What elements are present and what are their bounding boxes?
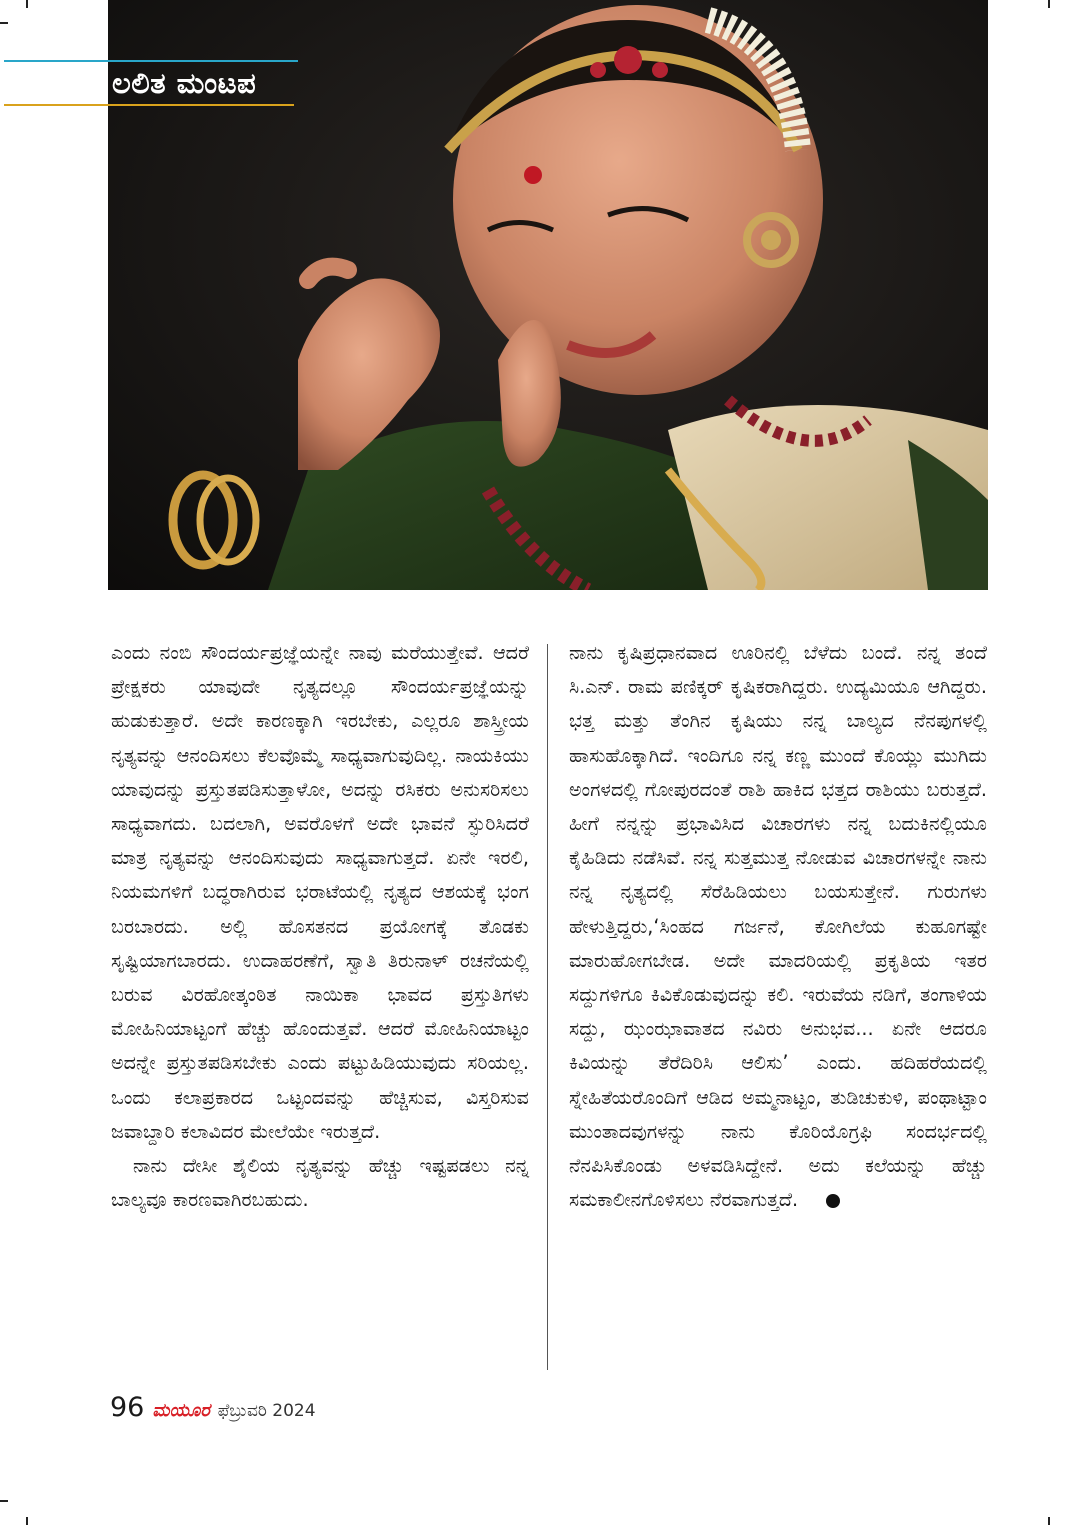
crop-mark [1048, 1517, 1050, 1525]
section-rule-top [4, 60, 298, 62]
article-column-left [111, 636, 529, 1217]
section-rule-bottom [4, 104, 294, 106]
article-paragraph: ನಾನು ದೇಸೀ ಶೈಲಿಯ ನೃತ್ಯವನ್ನು ಹೆಚ್ಚು ಇಷ್ಟಪಡಲು ನನ್ನ ಬಾಲ್ಯವೂ ಕಾರಣವಾಗಿರಬಹುದು. [111, 1154, 529, 1212]
magazine-name: ಮಯೂರ [152, 1400, 210, 1421]
column-divider [547, 644, 548, 1370]
crop-mark [0, 1500, 8, 1502]
article-paragraph-text: ನಾನು ಕೃಷಿಪ್ರಧಾನವಾದ ಊರಿನಲ್ಲಿ ಬೆಳೆದು ಬಂದೆ. ನನ್ನ ತಂದೆ ಸಿ.ಎನ್. ರಾಮ ಪಣಿಕ್ಕರ್ ಕೃಷಿಕರಾಗಿದ್ದರು. ಉದ್ಯಮಿಯೂ ಆಗಿದ್ದರು. ಭತ್ತ ಮತ್ತು ತೆಂಗಿನ ಕೃಷಿಯು ನನ್ನ ಬಾಲ್ಯದ ನೆನಪುಗಳಲ್ಲಿ ಹಾಸುಹೊಕ್ಕಾಗಿದೆ. ಇಂದಿಗೂ ನನ್ನ ಕಣ್ಣ ಮುಂದೆ ಕೊಯ್ಲು ಮುಗಿದು ಅಂಗಳದಲ್ಲಿ ಗೋಪುರದಂತೆ ರಾಶಿ ಹಾಕಿದ ಭತ್ತದ ರಾಶಿಯು ಬರುತ್ತದೆ. ಹೀಗೆ ನನ್ನನ್ನು ಪ್ರಭಾವಿಸಿದ ವಿಚಾರಗಳು ನನ್ನ ಬದುಕಿನಲ್ಲಿಯೂ ಕೈಹಿಡಿದು ನಡೆಸಿವೆ. ನನ್ನ ಸುತ್ತಮುತ್ತ ನೋಡುವ ವಿಚಾರಗಳನ್ನೇ ನಾನು ನನ್ನ ನೃತ್ಯದಲ್ಲಿ ಸೆರೆಹಿಡಿಯಲು ಬಯಸುತ್ತೇನೆ. ಗುರುಗಳು ಹೇಳುತ್ತಿದ್ದರು,‘ಸಿಂಹದ ಗರ್ಜನೆ, ಕೋಗಿಲೆಯ ಕುಹೂಗಷ್ಟೇ ಮಾರುಹೋಗಬೇಡ. ಅದೇ ಮಾದರಿಯಲ್ಲಿ ಪ್ರಕೃತಿಯ ಇತರ ಸದ್ದುಗಳಿಗೂ ಕಿವಿಕೊಡುವುದನ್ನು ಕಲಿ. ಇರುವೆಯ ನಡಿಗೆ, ತಂಗಾಳಿಯ ಸದ್ದು, ಝಂಝಾವಾತದ ನವಿರು ಅನುಭವ... ಏನೇ ಆದರೂ ಕಿವಿಯನ್ನು ತೆರೆದಿರಿಸಿ ಆಲಿಸು’ ಎಂದು. ಹದಿಹರೆಯದಲ್ಲಿ ಸ್ನೇಹಿತೆಯರೊಂದಿಗೆ ಆಡಿದ ಅಮ್ಮನಾಟ್ಟಂ, ತುಡಿಚುಕುಳಿ, ಪಂಥಾಟ್ಟಾಂ ಮುಂತಾದವುಗಳನ್ನು ನಾನು ಕೊರಿಯೊಗ್ರಫಿ ಸಂದರ್ಭದಲ್ಲಿ ನೆನಪಿಸಿಕೊಂಡು ಅಳವಡಿಸಿದ್ದೇನೆ. ಅದು ಕಲೆಯನ್ನು ಹೆಚ್ಚು ಸಮಕಾಲೀನಗೊಳಿಸಲು ನೆರವಾಗುತ್ತದೆ. [569, 641, 987, 1212]
issue-date: ಫೆಬ್ರುವರಿ 2024 [217, 1401, 316, 1421]
article-column-right [569, 636, 987, 1217]
crop-mark [26, 1517, 28, 1525]
article-paragraph: ಎಂದು ನಂಬಿ ಸೌಂದರ್ಯಪ್ರಜ್ಞೆಯನ್ನೇ ನಾವು ಮರೆಯುತ್ತೇವೆ. ಆದರೆ ಪ್ರೇಕ್ಷಕರು ಯಾವುದೇ ನೃತ್ಯದಲ್ಲೂ ಸೌಂದರ್ಯಪ್ರಜ್ಞೆಯನ್ನು ಹುಡುಕುತ್ತಾರೆ. ಅದೇ ಕಾರಣಕ್ಕಾಗಿ ಇರಬೇಕು, ಎಲ್ಲರೂ ಶಾಸ್ತ್ರೀಯ ನೃತ್ಯವನ್ನು ಆನಂದಿಸಲು ಕೆಲವೊಮ್ಮೆ ಸಾಧ್ಯವಾಗುವುದಿಲ್ಲ. ನಾಯಕಿಯು ಯಾವುದನ್ನು ಪ್ರಸ್ತುತಪಡಿಸುತ್ತಾಳೋ, ಅದನ್ನು ರಸಿಕರು ಅನುಸರಿಸಲು ಸಾಧ್ಯವಾಗದು. ಬದಲಾಗಿ, ಅವರೊಳಗೆ ಅದೇ ಭಾವನೆ ಸ್ಫುರಿಸಿದರೆ ಮಾತ್ರ ನೃತ್ಯವನ್ನು ಆನಂದಿಸುವುದು ಸಾಧ್ಯವಾಗುತ್ತದೆ. ಏನೇ ಇರಲಿ, ನಿಯಮಗಳಿಗೆ ಬದ್ಧರಾಗಿರುವ ಭರಾಟೆಯಲ್ಲಿ ನೃತ್ಯದ ಆಶಯಕ್ಕೆ ಭಂಗ ಬರಬಾರದು. ಅಲ್ಲಿ ಹೊಸತನದ ಪ್ರಯೋಗಕ್ಕೆ ತೊಡಕು ಸೃಷ್ಟಿಯಾಗಬಾರದು. ಉದಾಹರಣೆಗೆ, ಸ್ವಾತಿ ತಿರುನಾಳ್ ರಚನೆಯಲ್ಲಿ ಬರುವ ವಿರಹೋತ್ಕಂಠಿತ ನಾಯಿಕಾ ಭಾವದ ಪ್ರಸ್ತುತಿಗಳು ಮೋಹಿನಿಯಾಟ್ಟಂಗೆ ಹೆಚ್ಚು ಹೊಂದುತ್ತವೆ. ಆದರೆ ಮೋಹಿನಿಯಾಟ್ಟಂ ಅದನ್ನೇ ಪ್ರಸ್ತುತಪಡಿಸಬೇಕು ಎಂದು ಪಟ್ಟುಹಿಡಿಯುವುದು ಸರಿಯಲ್ಲ. ಒಂದು ಕಲಾಪ್ರಕಾರದ ಒಟ್ಟಂದವನ್ನು ಹೆಚ್ಚಿಸುವ, ವಿಸ್ತರಿಸುವ ಜವಾಬ್ದಾರಿ ಕಲಾವಿದರ ಮೇಲೆಯೇ ಇರುತ್ತದೆ. [111, 641, 529, 1143]
crop-mark [26, 0, 28, 8]
crop-mark [1048, 0, 1050, 8]
page-number: 96 [110, 1392, 145, 1423]
page-footer [110, 1392, 316, 1432]
article-paragraph [569, 636, 987, 1217]
end-of-article-bullet-icon [826, 1194, 840, 1208]
crop-mark [0, 22, 8, 24]
section-label: ಲಲಿತ ಮಂಟಪ [112, 66, 257, 100]
